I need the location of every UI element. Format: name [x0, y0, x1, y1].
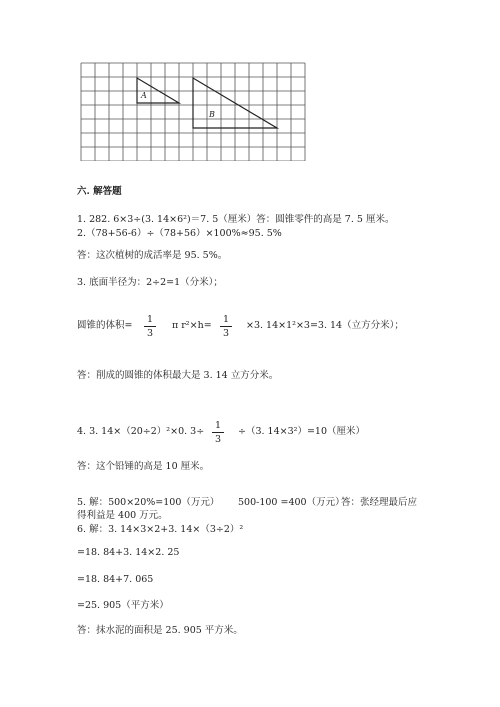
- grid-figure: [79, 62, 310, 161]
- fraction-numerator: 1: [222, 314, 230, 325]
- q6-line2: =18. 84+3. 14×2. 25: [77, 547, 180, 558]
- fraction-numerator: 1: [214, 420, 222, 431]
- section-heading: 六. 解答题: [77, 186, 122, 197]
- q2-answer: 答：这次植树的成活率是 95. 5%。: [77, 250, 228, 261]
- grid-figure-svg: [79, 62, 310, 161]
- fraction-denominator: 3: [146, 328, 154, 339]
- fraction-bar: [220, 326, 232, 327]
- q3-radius-line: 3. 底面半径为：2÷2=1（分米）；: [77, 277, 223, 288]
- q3-answer: 答：削成的圆锥的体积最大是 3. 14 立方分米。: [77, 370, 279, 381]
- q3-fraction-1: [144, 314, 156, 339]
- q4-suffix: ÷（3. 14×3²）=10（厘米）: [238, 426, 365, 437]
- q4-answer: 答：这个铅锤的高是 10 厘米。: [77, 461, 210, 472]
- q6-line4: =25. 905（平方米）: [77, 600, 169, 611]
- fraction-numerator: 1: [146, 314, 154, 325]
- fraction-denominator: 3: [222, 328, 230, 339]
- q4-prefix: 4. 3. 14×（20÷2）²×0. 3÷: [77, 426, 205, 437]
- q3-volume-mid: π r²×h=: [172, 320, 212, 331]
- triangle-b-label: B: [209, 110, 215, 119]
- q3-volume-suffix: ×3. 14×1²×3=3. 14（立方分米）；: [246, 320, 404, 331]
- fraction-bar: [212, 432, 224, 433]
- q3-fraction-2: [220, 314, 232, 339]
- q6-line1: 6. 解：3. 14×3×2+3. 14×（3÷2）²: [77, 524, 244, 535]
- fraction-bar: [144, 326, 156, 327]
- fraction-denominator: 3: [214, 434, 222, 445]
- q5-part1: 5. 解：500×20%=100（万元）: [77, 497, 220, 508]
- triangle-a-label: A: [141, 91, 147, 100]
- q5-part3: 答：张经理最后应: [341, 497, 418, 508]
- q5-line2: 得利益是 400 万元。: [77, 510, 168, 521]
- q6-answer: 答：抹水泥的面积是 25. 905 平方米。: [77, 625, 243, 636]
- q2-line: 2.（78+56-6）÷（78+56）×100%≈95. 5%: [77, 228, 282, 239]
- q3-volume-prefix: 圆锥的体积=: [77, 320, 133, 331]
- q6-line3: =18. 84+7. 065: [77, 574, 154, 585]
- q4-fraction: [212, 420, 224, 445]
- q1-line: 1. 282. 6×3÷(3. 14×6²)＝7. 5（厘米）答：圆锥零件的高是 7. 5 厘米。: [77, 214, 395, 225]
- q5-part2: 500-100 =400（万元）: [238, 497, 345, 508]
